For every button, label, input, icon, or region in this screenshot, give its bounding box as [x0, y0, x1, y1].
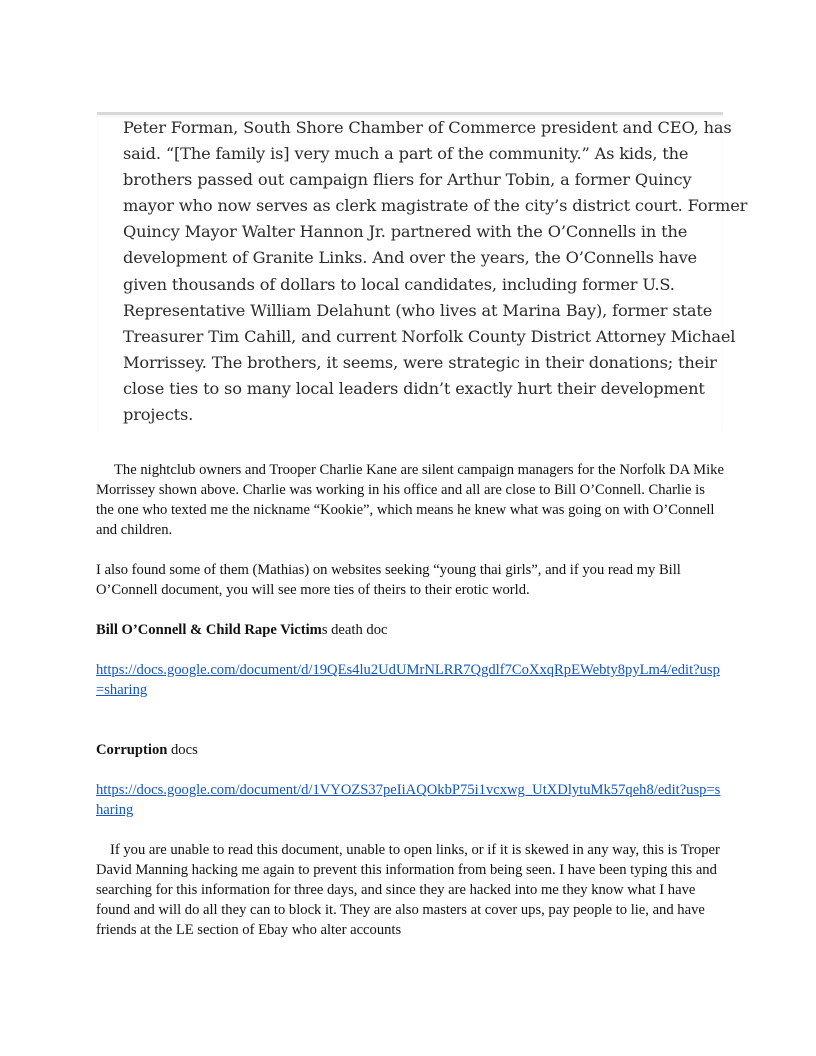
excerpt-line: said. “[The family is] very much a part of the community.” As kids, the — [123, 144, 689, 164]
excerpt-line: development of Granite Links. And over the years, the O’Connells have — [123, 248, 697, 268]
paragraph-nightclub-owners — [96, 460, 724, 540]
excerpt-line: brothers passed out campaign fliers for Arthur Tobin, a former Quincy — [123, 170, 692, 190]
excerpt-line: close ties to so many local leaders didn’t exactly hurt their development — [123, 378, 705, 398]
heading-rest-text: s death doc — [321, 622, 388, 638]
article-excerpt-image — [97, 112, 748, 431]
heading-bold-text: Corruption — [96, 742, 168, 758]
paragraph-text: If you are unable to read this document, unable to open links, or if it is skewed in any way, this is Troper David Manning hacking me again to prevent this information from being seen. I have been typing this and searching for this information for three days, and since they are hacked into me they know what I have found and will do all they can to block it. They are also masters at cover ups, pay people to lie, and have friends at the LE section of Ebay who alter accounts — [96, 842, 720, 938]
paragraph-text: I also found some of them (Mathias) on websites seeking “young thai girls”, and if you read my Bill O’Connell document, you will see more ties of theirs to their erotic world. — [96, 562, 681, 598]
article-excerpt-text — [123, 115, 748, 428]
excerpt-line: projects. — [123, 405, 194, 425]
excerpt-line: Representative William Delahunt (who lives at Marina Bay), former state — [123, 300, 713, 320]
heading-rest-text: docs — [167, 742, 198, 758]
paragraph-websites — [96, 560, 724, 600]
link-block-1 — [96, 660, 724, 700]
excerpt-line: mayor who now serves as clerk magistrate of the city’s district court. Former — [123, 196, 748, 216]
paragraph-unable-to-read — [96, 840, 724, 940]
link-block-2 — [96, 780, 724, 820]
corruption-doc-link[interactable]: https://docs.google.com/document/d/1VYOZS37peIiAQOkbP75i1vcxwg_UtXDlytuMk57qeh8/edit?usp=sharing — [96, 782, 721, 818]
excerpt-line: Morrissey. The brothers, it seems, were strategic in their donations; their — [123, 352, 717, 372]
excerpt-line: Quincy Mayor Walter Hannon Jr. partnered with the O’Connells in the — [123, 222, 688, 242]
heading-corruption-docs — [96, 740, 724, 760]
paragraph-text: The nightclub owners and Trooper Charlie Kane are silent campaign managers for the Norfolk DA Mike Morrissey shown above. Charlie was working in his office and all are close to Bill O’Connell. Charlie is the one who texted me the nickname “Kookie”, which means he knew what was going on with O’Connell and children. — [96, 462, 724, 538]
bill-oconnell-doc-link[interactable]: https://docs.google.com/document/d/19QEs4lu2UdUMrNLRR7Qgdlf7CoXxqRpEWebty8pyLm4/edit?usp=sharing — [96, 662, 720, 698]
heading-bold-text: Bill O’Connell & Child Rape Victim — [96, 622, 322, 638]
excerpt-line: Treasurer Tim Cahill, and current Norfolk County District Attorney Michael — [123, 326, 736, 346]
excerpt-line: given thousands of dollars to local candidates, including former U.S. — [123, 274, 675, 294]
excerpt-line: Peter Forman, South Shore Chamber of Commerce president and CEO, has — [123, 118, 732, 137]
heading-bill-oconnell-doc — [96, 620, 724, 640]
